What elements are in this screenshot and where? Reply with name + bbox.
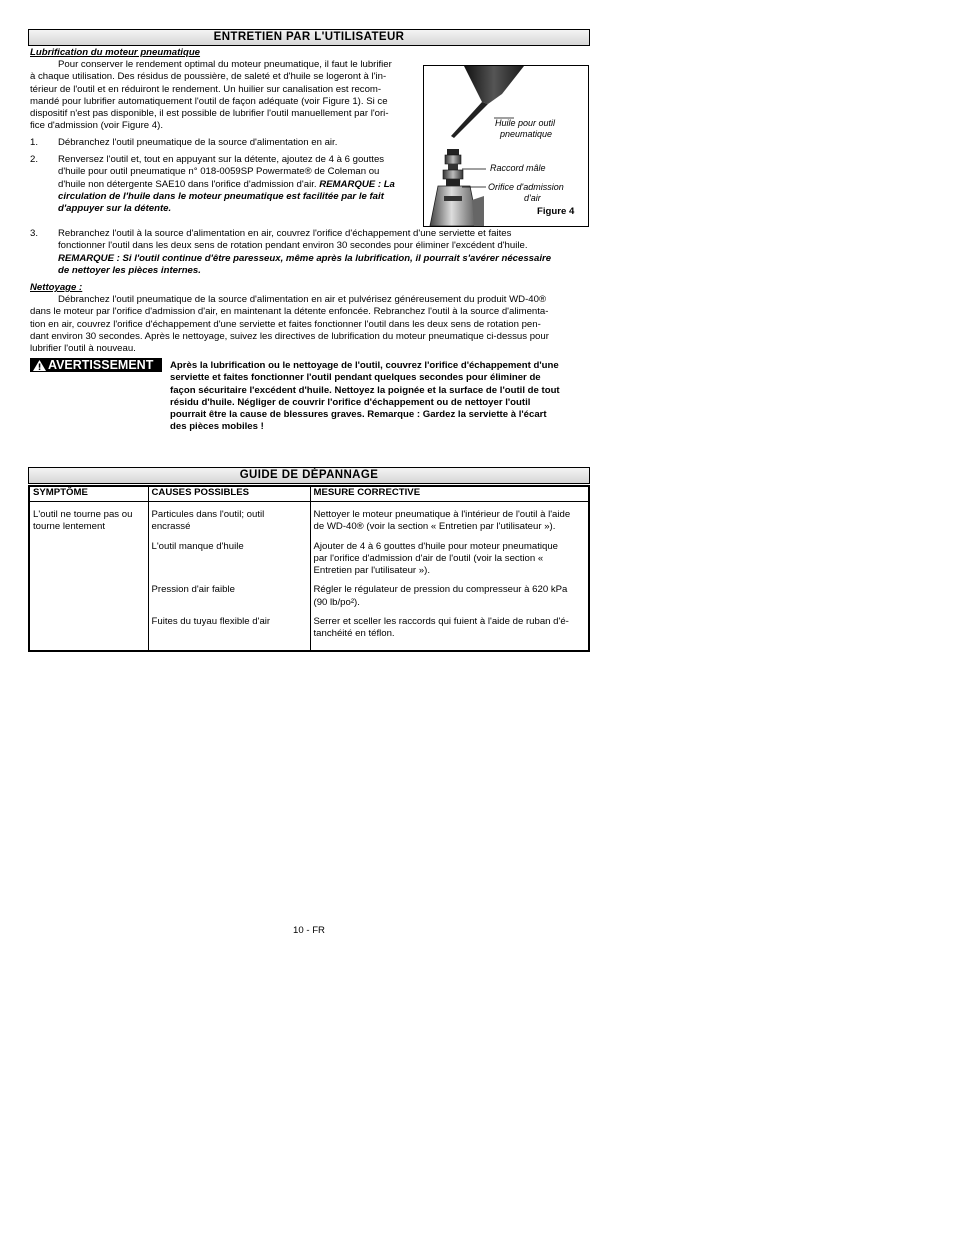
action-line: de WD-40® (voir la section « Entretien par l'utilisateur »). (313, 521, 556, 533)
label-oil-2: pneumatique (500, 129, 553, 139)
step-line (58, 179, 420, 191)
intro-line: fice d'admission (voir Figure 4). (30, 120, 163, 132)
cleaning-line: dant environ 30 secondes. Après le nettoyage, suivez les directives de lubrification du moteur pneumatique ci-dessus pour (30, 330, 549, 342)
label-male-fitting: Raccord mâle (490, 163, 546, 173)
table-row (29, 502, 589, 534)
cleaning-text (30, 294, 590, 355)
cleaning-subheading: Nettoyage : (30, 282, 83, 293)
warning-line: Après la lubrification ou le nettoyage de l'outil, couvrez l'orifice d'échappement d'une (170, 360, 559, 371)
step-line: Renversez l'outil et, tout en appuyant sur la détente, ajoutez de 4 à 6 gouttes (58, 154, 385, 165)
warning-line: des pièces mobiles ! (170, 421, 264, 433)
symptom-line: L'outil ne tourne pas ou (33, 509, 133, 520)
warning-line: pourrait être la cause de blessures graves. Remarque : Gardez la serviette à l'écart (170, 409, 547, 421)
action-line: Entretien par l'utilisateur »). (313, 565, 430, 577)
action-line: Ajouter de 4 à 6 gouttes d'huile pour moteur pneumatique (313, 540, 559, 552)
warning-text (170, 360, 590, 434)
action-cell (310, 534, 589, 578)
cause-line: Particules dans l'outil; outil (151, 509, 265, 520)
step-note-line: circulation de l'huile dans le moteur pneumatique est facilitée par le fait (58, 190, 384, 202)
male-fitting-icon (443, 170, 463, 179)
column-header: CAUSES POSSIBLES (148, 486, 310, 502)
warning-line: façon sécuritaire l'excédent d'huile. Nettoyez la poignée et la surface de l'outil de tout (170, 384, 560, 396)
warning-triangle-icon (32, 359, 47, 372)
maintenance-header: ENTRETIEN PAR L'UTILISATEUR (28, 29, 590, 46)
cleaning-line: dans le moteur par l'orifice d'admission d'air, en maintenant la détente enfoncée. Rebranchez l'outil à la source d'alimenta- (30, 306, 549, 318)
troubleshooting-header: GUIDE DE DÉPANNAGE (28, 467, 590, 484)
column-header: SYMPTÔME (29, 486, 148, 502)
intro-line: térieur de l'outil et en réduiront le rendement. Un huilier sur canalisation est recom- (30, 83, 382, 95)
lubrication-intro (30, 59, 420, 133)
step-line: d'huile pour outil pneumatique n° 018-0059SP Powermate® de Coleman ou (58, 166, 380, 178)
intro-line: dispositif n'est pas disponible, il est possible de lubrifier l'outil manuellement par l'ori- (30, 108, 389, 120)
label-air-inlet-2: d'air (524, 193, 541, 203)
action-line: (90 lb/po²). (313, 596, 360, 608)
cause-line: Pression d'air faible (151, 584, 235, 596)
cleaning-line: Débranchez l'outil pneumatique de la source d'alimentation en air et pulvérisez généreusement du produit WD-40® (58, 294, 547, 305)
label-oil: Huile pour outil (495, 118, 556, 128)
step-text: Débranchez l'outil pneumatique de la source d'alimentation en air. (58, 137, 338, 148)
warning-label: AVERTISSEMENT (48, 358, 154, 372)
lubrication-subheading: Lubrification du moteur pneumatique (30, 47, 201, 58)
step-note-line: REMARQUE : Si l'outil continue d'être paresseux, même après la lubrification, il pourrait s'avérer nécessaire (58, 252, 552, 264)
cause-cell (148, 609, 310, 651)
oil-bottle-icon (464, 66, 524, 104)
action-line: tanchéité en téflon. (313, 628, 395, 640)
step-note-line: d'appuyer sur la détente. (58, 203, 172, 215)
step-3 (30, 228, 586, 277)
warning-badge (30, 358, 162, 372)
step-note-line: de nettoyer les pièces internes. (58, 264, 201, 276)
cleaning-line: tion en air, couvrez l'orifice d'échappement d'une serviette et faites fonctionner l'outil dans les deux sens de rotation pen- (30, 318, 541, 330)
intro-line: mandé pour lubrifier automatiquement l'outil de façon adéquate (voir Figure 1). Si ce (30, 95, 388, 107)
cause-cell (148, 502, 310, 534)
action-cell (310, 577, 589, 609)
figure-4 (423, 65, 589, 227)
step-line-plain: d'huile non détergente SAE10 dans l'orifice d'admission d'air. (58, 178, 320, 190)
cleaning-line: lubrifier l'outil à nouveau. (30, 343, 136, 355)
warning-line: résidu d'huile. Négliger de couvrir l'orifice d'échappement ou de nettoyer l'outil (170, 396, 531, 408)
table-header-row (29, 486, 589, 502)
symptom-line: tourne lentement (33, 521, 105, 533)
tool-handle-icon (430, 186, 478, 226)
column-header: MESURE CORRECTIVE (310, 486, 589, 502)
cause-line: encrassé (151, 521, 191, 533)
label-air-inlet: Orifice d'admission (488, 182, 564, 192)
action-line: Serrer et sceller les raccords qui fuient à l'aide de ruban d'é- (313, 616, 569, 628)
intro-line: à chaque utilisation. Des résidus de poussière, de saleté et d'huile se logeront à l'in- (30, 71, 387, 83)
figure-caption: Figure 4 (537, 206, 575, 217)
action-line: Nettoyer le moteur pneumatique à l'intérieur de l'outil à l'aide (313, 509, 571, 520)
warning-line: serviette et faites fonctionner l'outil pendant quelques secondes pour éliminer de (170, 372, 541, 384)
cause-line: Fuites du tuyau flexible d'air (151, 616, 271, 628)
step-number: 3. (30, 228, 39, 239)
step-number: 2. (30, 154, 39, 165)
step-line: Rebranchez l'outil à la source d'alimentation en air, couvrez l'orifice d'échappement d'une serviette et faites (58, 228, 512, 239)
air-tool-illustration (424, 66, 588, 226)
action-line: par l'orifice d'admission d'air de l'outil (voir la section « (313, 552, 544, 564)
step-2 (30, 154, 420, 215)
action-line: Régler le régulateur de pression du compresseur à 620 kPa (313, 584, 568, 596)
step-note-label: REMARQUE : La (319, 178, 395, 190)
intro-line: Pour conserver le rendement optimal du moteur pneumatique, il faut le lubrifier (58, 59, 392, 70)
cause-line: L'outil manque d'huile (151, 540, 244, 552)
symptom-cell (29, 502, 148, 651)
action-cell (310, 502, 589, 534)
step-number: 1. (30, 137, 39, 148)
page-number: 10 - FR (293, 925, 325, 936)
oil-nozzle-icon (451, 102, 488, 138)
cause-cell (148, 577, 310, 609)
action-cell (310, 609, 589, 651)
step-line: fonctionner l'outil dans les deux sens de rotation pendant environ 30 secondes pour éliminer l'excédent d'huile. (58, 240, 528, 252)
cause-cell (148, 534, 310, 578)
troubleshooting-table (28, 485, 590, 652)
